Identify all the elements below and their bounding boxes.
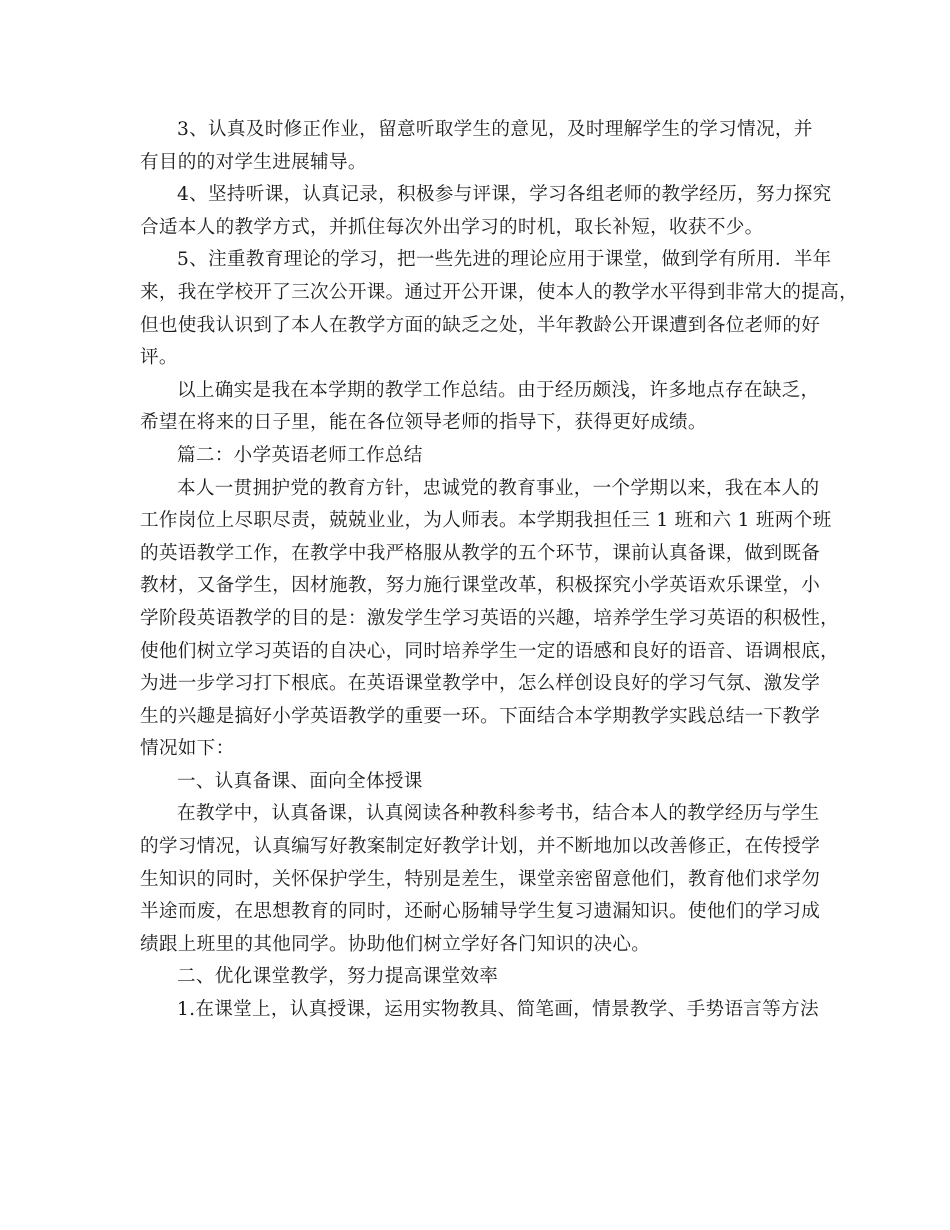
paragraph-line: 绩跟上班里的其他同学。协助他们树立学好各门知识的决心。	[140, 933, 651, 955]
paragraph-line: 生的兴趣是搞好小学英语教学的重要一环。下面结合本学期教学实践总结一下教学	[140, 705, 821, 727]
paragraph-line: 4、坚持听课，认真记录，积极参与评课，学习各组老师的教学经历，努力探究	[177, 184, 832, 206]
paragraph-line: 有目的的对学生进展辅导。	[140, 151, 367, 173]
section-heading: 一、认真备课、面向全体授课	[177, 770, 423, 792]
paragraph-line: 工作岗位上尽职尽责，兢兢业业，为人师表。本学期我担任三 1 班和六 1 班两个班	[140, 510, 832, 532]
paragraph-line: 来，我在学校开了三次公开课。通过开公开课，使本人的教学水平得到非常大的提高，	[140, 281, 858, 303]
paragraph-line: 使他们树立学习英语的自决心，同时培养学生一定的语感和良好的语音、语调根底，	[140, 640, 840, 662]
paragraph-line: 但也使我认识到了本人在教学方面的缺乏之处，半年教龄公开课遭到各位老师的好	[140, 314, 821, 336]
paragraph-line: 评。	[140, 347, 178, 369]
section-heading: 篇二：小学英语老师工作总结	[177, 444, 423, 466]
paragraph-line: 的学习情况，认真编写好教案制定好教学计划，并不断地加以改善修正，在传授学	[140, 836, 821, 858]
paragraph-line: 为进一步学习打下根底。在英语课堂教学中，怎么样创设良好的学习气氛、激发学	[140, 673, 821, 695]
paragraph-line: 1.在课堂上，认真授课，运用实物教具、简笔画，情景教学、手势语言等方法	[177, 999, 819, 1021]
paragraph-line: 5、注重教育理论的学习，把一些先进的理论应用于课堂，做到学有所用．半年	[177, 249, 832, 271]
paragraph-line: 半途而废，在思想教育的同时，还耐心肠辅导学生复习遗漏知识。使他们的学习成	[140, 901, 821, 923]
paragraph-line: 的英语教学工作，在教学中我严格服从教学的五个环节，课前认真备课，做到既备	[140, 542, 821, 564]
paragraph-line: 本人一贯拥护党的教育方针，忠诚党的教育事业，一个学期以来，我在本人的	[177, 477, 820, 499]
paragraph-line: 合适本人的教学方式，并抓住每次外出学习的时机，取长补短，收获不少。	[140, 216, 764, 238]
paragraph-line: 在教学中，认真备课，认真阅读各种教科参考书，结合本人的教学经历与学生	[177, 803, 820, 825]
paragraph-line: 学阶段英语教学的目的是：激发学生学习英语的兴趣，培养学生学习英语的积极性，	[140, 607, 840, 629]
paragraph-line: 希望在将来的日子里，能在各位领导老师的指导下，获得更好成绩。	[140, 412, 707, 434]
document-page	[140, 114, 858, 1027]
paragraph-line: 3、认真及时修正作业，留意听取学生的意见，及时理解学生的学习情况，并	[177, 119, 813, 140]
section-heading: 二、优化课堂教学，努力提高课堂效率	[177, 966, 499, 988]
paragraph-line: 生知识的同时，关怀保护学生，特别是差生，课堂亲密留意他们，教育他们求学勿	[140, 868, 821, 890]
paragraph-line: 以上确实是我在本学期的教学工作总结。由于经历颇浅，许多地点存在缺乏，	[177, 379, 820, 401]
paragraph-line: 情况如下：	[140, 738, 235, 760]
paragraph-line: 教材，又备学生，因材施教，努力施行课堂改革，积极探究小学英语欢乐课堂，小	[140, 575, 821, 597]
